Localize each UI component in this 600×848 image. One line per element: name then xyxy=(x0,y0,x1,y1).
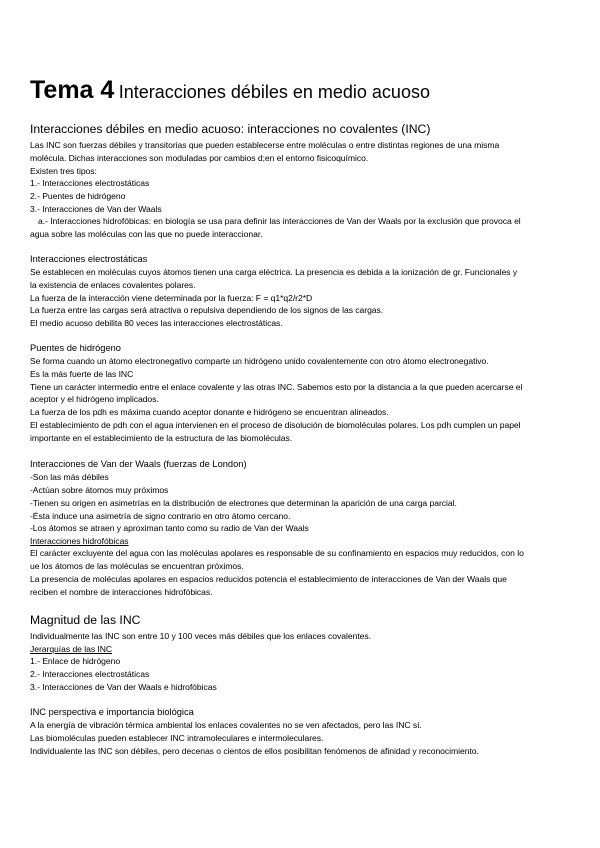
paragraph-line: El establecimiento de pdh con el agua intervienen en el proceso de disolución de biomoléculas polares. Los pdh cumplen un papel xyxy=(30,420,521,430)
paragraph-line: aceptor y el hidrógeno implicados. xyxy=(30,394,159,404)
paragraph-line: agua sobre las moléculas con las que no puede interaccionar. xyxy=(30,229,263,239)
paragraph-line: ue los átomos de las moléculas se encuentran próximos. xyxy=(30,561,244,571)
list-item: -Tienen su origen en asimetrías en la distribución de electrones que determinan la aparición de una carga parcial. xyxy=(30,498,457,508)
paragraph-line: Es la más fuerte de las INC xyxy=(30,369,134,379)
paragraph-line: molécula. Dichas interacciones son moduladas por cambios d;en el entorno fisicoquímico. xyxy=(30,153,369,163)
paragraph-line: A la energía de vibración térmica ambiental los enlaces covalentes no se ven afectados, pero las INC sí. xyxy=(30,720,422,730)
paragraph-line: Tiene un carácter intermedio entre el enlace covalente y las otras INC. Sabemos esto por la distancia a la que pueden acercarse el xyxy=(30,382,523,392)
list-item: -Ésta induce una asimetría de signo contrario en otro átomo cercano. xyxy=(30,511,291,521)
paragraph-line: Las INC son fuerzas débiles y transitorias que pueden establecerse entre moléculas o entre distintas regiones de una misma xyxy=(30,140,500,150)
paragraph-line: La presencia de moléculas apolares en espacios reducidos potencia el establecimiento de interacciones de Van der Waals que xyxy=(30,574,507,584)
paragraph-line: El medio acuoso debilita 80 veces las interacciones electrostáticas. xyxy=(30,318,283,328)
section-heading-hydrogen-bonds: Puentes de hidrógeno xyxy=(30,343,121,353)
section-heading-biological-importance: INC perspectiva e importancia biológica xyxy=(30,707,194,717)
paragraph-line: La fuerza entre las cargas será atractiva o repulsiva dependiendo de los signos de las cargas. xyxy=(30,305,384,315)
list-item: -Los átomos se atraen y aproximan tanto como su radio de Van der Waals xyxy=(30,523,309,533)
formula-line: La fuerza de la interacción viene determinada por la fuerza: F = q1*q2/r2*D xyxy=(30,293,313,303)
list-item: -Actúan sobre átomos muy próximos xyxy=(30,485,169,495)
section-heading-inc: Interacciones débiles en medio acuoso: interacciones no covalentes (INC) xyxy=(30,122,431,136)
list-subitem: a.- Interacciones hidrofóbicas: en biología se usa para definir las interacciones de Van der Waals por la exclusión que provoca el xyxy=(38,216,521,226)
page-title xyxy=(30,76,430,105)
title-text: Interacciones débiles en medio acuoso xyxy=(118,82,430,102)
section-heading-electrostatic: Interacciones electrostáticas xyxy=(30,254,148,264)
title-number: Tema 4 xyxy=(30,76,115,104)
list-item: 3.- Interacciones de Van der Waals xyxy=(30,204,162,214)
paragraph-line: la existencia de enlaces covalentes polares. xyxy=(30,280,196,290)
subheading-hydrophobic: Interacciones hidrofóbicas xyxy=(30,536,129,546)
paragraph-line: reciben el nombre de interacciones hidrofóbicas. xyxy=(30,587,213,597)
paragraph-line: Individualmente las INC son entre 10 y 100 veces más débiles que los enlaces covalentes. xyxy=(30,631,371,641)
section-heading-van-der-waals: Interacciones de Van der Waals (fuerzas de London) xyxy=(30,459,247,469)
paragraph-line: Las biomoléculas pueden establecer INC intramoleculares e intermoleculares. xyxy=(30,733,324,743)
paragraph-line: Se forma cuando un átomo electronegativo comparte un hidrógeno unido covalentemente con otro átomo electronegativo. xyxy=(30,356,489,366)
list-item: 2.- Puentes de hidrógeno xyxy=(30,191,126,201)
list-item: 2.- Interacciones electrostáticas xyxy=(30,669,150,679)
paragraph-line: El carácter excluyente del agua con las moléculas apolares es responsable de su confinamiento en espacios muy reducidos, con lo xyxy=(30,548,524,558)
paragraph-line: La fuerza de los pdh es máxima cuando aceptor donante e hidrógeno se encuentran alineados. xyxy=(30,407,389,417)
list-item: 3.- Interacciones de Van der Waals e hidrofóbicas xyxy=(30,682,217,692)
list-item: 1.- Enlace de hidrógeno xyxy=(30,656,121,666)
paragraph-line: importante en el establecimiento de la estructura de las biomoléculas. xyxy=(30,433,293,443)
subheading-hierarchy: Jerarquías de las INC xyxy=(30,644,113,654)
list-item: -Son las más débiles xyxy=(30,472,109,482)
list-item: 1.- Interacciones electrostáticas xyxy=(30,178,150,188)
paragraph-line: Individualente las INC son débiles, pero decenas o cientos de ellos posibilitan fenómenos de afinidad y reconocimiento. xyxy=(30,746,479,756)
section-heading-magnitude: Magnitud de las INC xyxy=(30,613,141,627)
paragraph-line: Se establecen en moléculas cuyos átomos tienen una carga eléctrica. La presencia es debida a la ionización de gr. Funcionales y xyxy=(30,267,518,277)
paragraph-line: Existen tres tipos: xyxy=(30,166,97,176)
